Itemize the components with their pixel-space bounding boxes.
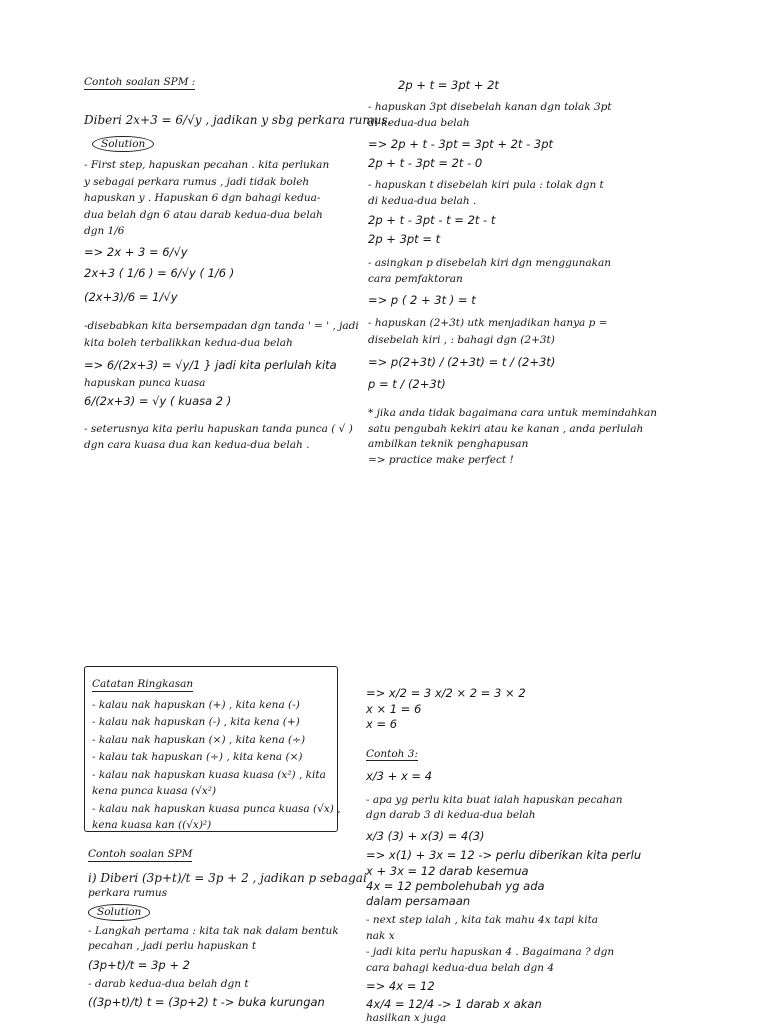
note-line: - Langkah pertama : kita tak nak dalam bentuk <box>88 924 339 937</box>
summary-line: - kalau nak hapuskan (×) , kita kena (÷) <box>92 733 306 746</box>
summary-line: - kalau nak hapuskan kuasa kuasa (x²) , kita <box>92 768 326 781</box>
math-line: 2p + 3pt = t <box>368 232 441 246</box>
summary-line: kena kuasa kan ((√x)²) <box>92 819 212 831</box>
summary-line: - kalau nak hapuskan (-) , kita kena (+) <box>92 716 300 728</box>
note-line: - asingkan p disebelah kiri dgn menggunakan <box>368 256 612 269</box>
note-line: di kedua-dua belah . <box>368 195 477 207</box>
math-line: 2p + t = 3pt + 2t <box>398 78 499 92</box>
math-line: 2x+3 ( 1/6 ) = 6/√y ( 1/6 ) <box>84 266 235 280</box>
summary-line: - kalau tak hapuskan (÷) , kita kena (×) <box>92 751 303 763</box>
note-line: cara pemfaktoran <box>368 273 463 285</box>
lower-left-notes <box>88 842 367 1009</box>
note-line: y sebagai perkara rumus , jadi tidak boleh <box>84 175 310 188</box>
tip-note <box>368 407 658 466</box>
math-line: x = 6 <box>366 717 398 731</box>
tip-line: satu pengubah kekiri atau ke kanan , anda perlulah <box>368 422 644 435</box>
note-line: - First step, hapuskan pecahan . kita perlukan <box>84 159 330 171</box>
note-line: dgn cara kuasa dua kan kedua-dua belah . <box>84 439 310 451</box>
math-line: 4x = 12 pembolehubah yg ada <box>366 879 545 893</box>
lower-right-notes <box>366 688 648 1024</box>
math-line: => p ( 2 + 3t ) = t <box>368 292 476 307</box>
math-line: p = t / (2+3t) <box>368 376 446 391</box>
summary-line: - kalau nak hapuskan kuasa punca kuasa (√x) , <box>92 802 341 815</box>
math-line: => p(2+3t) / (2+3t) = t / (2+3t) <box>368 355 556 369</box>
note-line: - hapuskan (2+3t) utk menjadikan hanya p = <box>368 317 608 329</box>
note-line: dgn darab 3 di kedua-dua belah <box>366 809 536 821</box>
math-line: 2p + t - 3pt - t = 2t - t <box>368 212 496 227</box>
upper-left-notes <box>84 70 392 451</box>
solution-label: Solution <box>92 136 154 153</box>
example-title-2: Contoh soalan SPM <box>88 848 193 860</box>
math-line: => x(1) + 3x = 12 -> perlu diberikan kita perlu <box>366 848 642 862</box>
note-line: - seterusnya kita perlu hapuskan tanda punca ( √ ) <box>84 422 353 435</box>
solution-label-2: Solution <box>88 904 150 921</box>
note-line: cara bahagi kedua-dua belah dgn 4 <box>366 961 555 974</box>
note-line: - next step ialah , kita tak mahu 4x tapi kita <box>366 914 599 926</box>
note-line: - hapuskan t disebelah kiri pula : tolak dgn t <box>368 178 604 191</box>
summary-notes <box>92 672 341 831</box>
note-line: di kedua-dua belah <box>368 117 470 129</box>
question-text-2b: perkara rumus <box>88 886 168 899</box>
note-line: - apa yg perlu kita buat ialah hapuskan pecahan <box>366 793 623 806</box>
math-line: dalam persamaan <box>366 893 471 908</box>
tip-line: * jika anda tidak bagaimana cara untuk memindahkan <box>368 407 658 419</box>
math-line: => 6/(2x+3) = √y/1 } jadi kita perlulah kita <box>84 358 337 372</box>
math-line: => 4x = 12 <box>366 979 435 993</box>
note-line: hasilkan x juga <box>366 1012 447 1024</box>
tip-line: => practice make perfect ! <box>368 453 514 466</box>
math-line: 6/(2x+3) = √y ( kuasa 2 ) <box>84 394 232 408</box>
note-line: dua belah dgn 6 atau darab kedua-dua belah <box>84 208 323 221</box>
summary-title: Catatan Ringkasan <box>92 678 194 690</box>
math-line: 4x/4 = 12/4 -> 1 darab x akan <box>366 996 542 1011</box>
summary-line: kena punca kuasa (√x²) <box>92 785 217 797</box>
math-line: => 2p + t - 3pt = 3pt + 2t - 3pt <box>368 136 554 151</box>
math-line: (2x+3)/6 = 1/√y <box>84 289 178 304</box>
math-line: => x/2 = 3 x/2 × 2 = 3 × 2 <box>366 686 526 700</box>
upper-right-notes <box>368 78 658 466</box>
note-line: - hapuskan 3pt disebelah kanan dgn tolak 3pt <box>368 100 612 113</box>
note-line: hapuskan punca kuasa <box>84 376 206 389</box>
math-line: x + 3x = 12 darab kesemua <box>366 863 529 878</box>
note-line: -disebabkan kita bersempadan dgn tanda ' = ' , jadi <box>84 320 359 332</box>
note-line: dgn 1/6 <box>84 225 125 237</box>
math-line: x × 1 = 6 <box>366 701 422 716</box>
math-line: => 2x + 3 = 6/√y <box>84 244 188 259</box>
tip-line: ambilkan teknik penghapusan <box>368 438 529 450</box>
note-line: nak x <box>366 929 395 942</box>
math-line: ((3p+t)/t) t = (3p+2) t -> buka kurungan <box>88 994 325 1009</box>
note-line: hapuskan y . Hapuskan 6 dgn bahagi kedua- <box>84 192 321 204</box>
upper-left-lines <box>84 159 359 451</box>
math-line: x/3 + x = 4 <box>366 769 433 783</box>
note-line: pecahan , jadi perlu hapuskan t <box>88 940 257 952</box>
math-line: (3p+t)/t = 3p + 2 <box>88 957 190 972</box>
question-text-2: i) Diberi (3p+t)/t = 3p + 2 , jadikan p sebagai <box>88 870 367 885</box>
note-line: kita boleh terbalikkan kedua-dua belah <box>84 336 293 349</box>
math-line: x/3 (3) + x(3) = 4(3) <box>366 828 485 843</box>
summary-line: - kalau nak hapuskan (+) , kita kena (-) <box>92 698 300 711</box>
note-line: disebelah kiri , : bahagi dgn (2+3t) <box>368 333 555 346</box>
note-line: - darab kedua-dua belah dgn t <box>88 978 249 990</box>
example-title: Contoh soalan SPM : <box>84 76 196 88</box>
math-line: 2p + t - 3pt = 2t - 0 <box>368 156 483 170</box>
note-line: - jadi kita perlu hapuskan 4 . Bagaimana ? dgn <box>366 946 615 958</box>
example-3-label: Contoh 3: <box>366 747 418 760</box>
question-text: Diberi 2x+3 = 6/√y , jadikan y sbg perkara rumus. <box>84 112 392 127</box>
